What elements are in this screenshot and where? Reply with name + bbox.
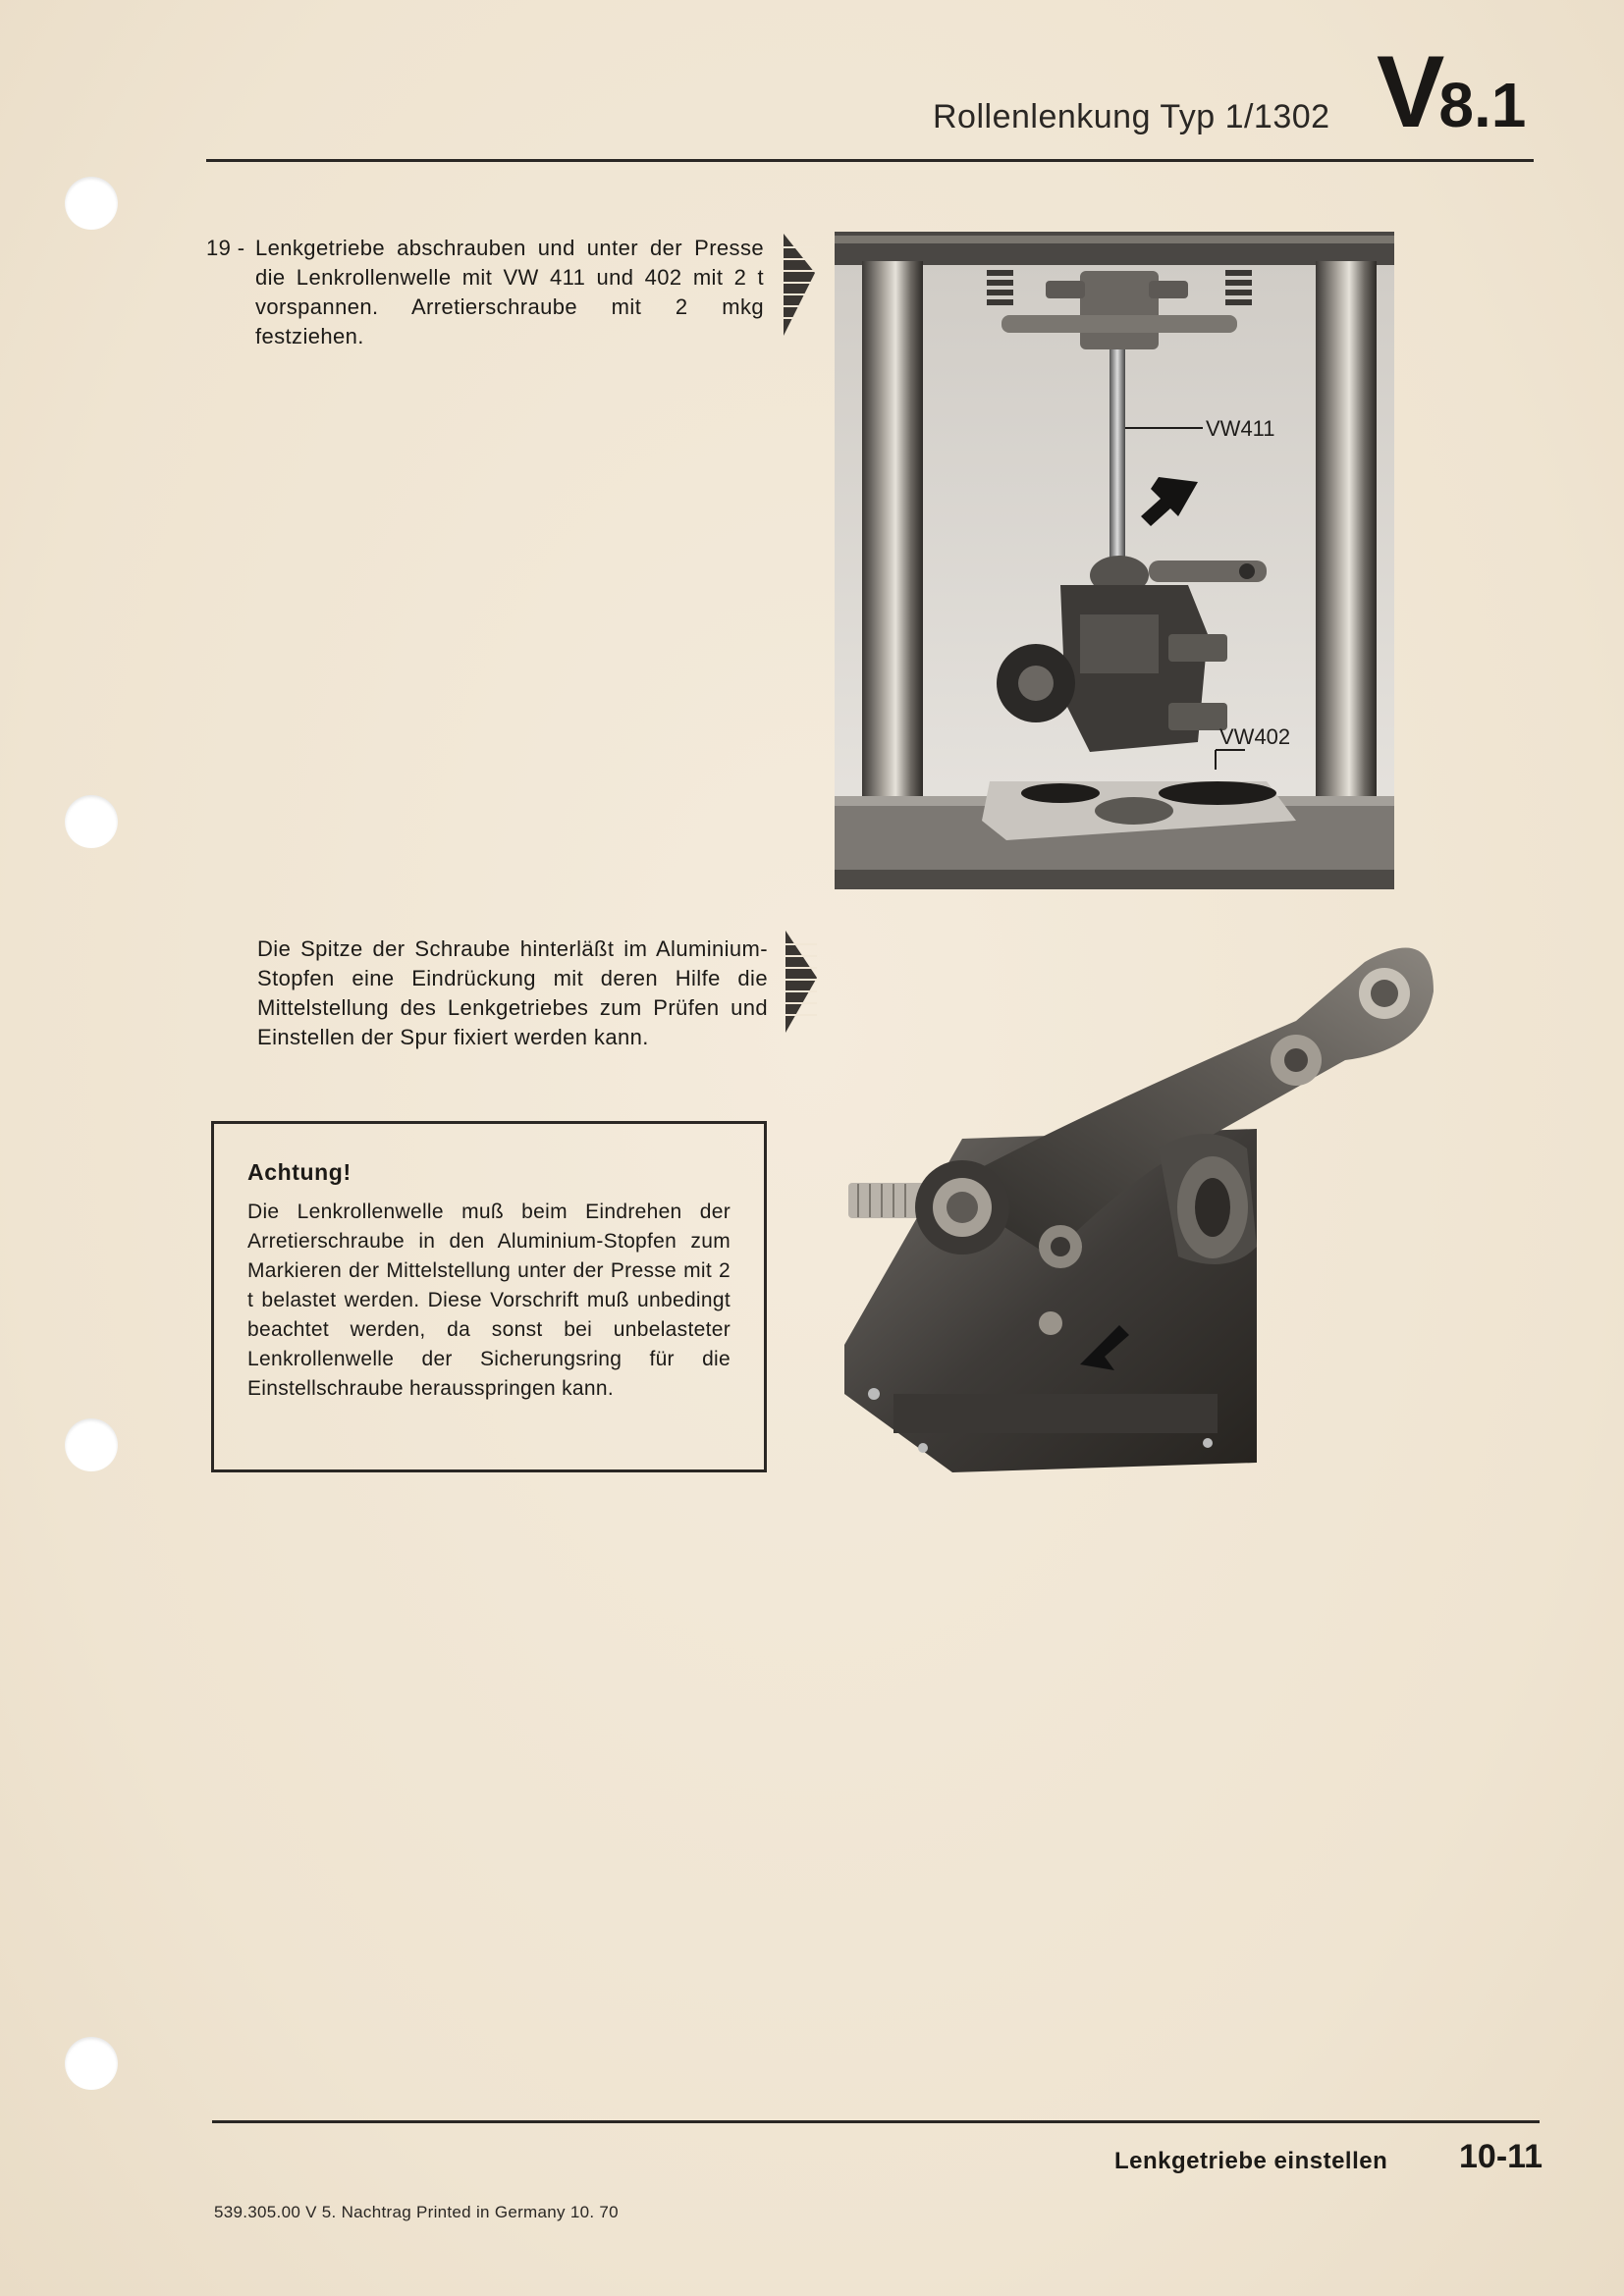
steering-gearbox-photo [835, 933, 1434, 1472]
footer-rule [212, 2120, 1540, 2123]
section-letter: V [1377, 35, 1445, 149]
instruction-paragraph: Die Spitze der Schraube hinterläßt im Aluminium-Stopfen eine Eindrückung mit deren Hilfe die Mittelstellung des Lenkgetriebes zum Prüfen und Einstellen der Spur fixiert werden kann. [257, 936, 768, 1049]
header-rule [206, 159, 1534, 162]
notice-heading: Achtung! [247, 1159, 352, 1185]
punch-hole [65, 1418, 118, 1471]
step-text: Lenkgetriebe abschrauben und unter der Presse die Lenkrollenwelle mit VW 411 und 402 mit 2 t vorspannen. Arretierschraube mit 2 mkg festziehen. [255, 236, 764, 348]
punch-hole [65, 795, 118, 848]
press-photo [835, 232, 1394, 889]
figure-pointer-arrow-icon [784, 234, 815, 342]
page-number: 10-11 [1459, 2138, 1543, 2175]
notice-body: Die Lenkrollenwelle muß beim Eindrehen der Arretierschraube in den Aluminium-Stopfen zum Markieren der Mittelstellung unter der Presse mit 2 t belastet werden. Diese Vorschrift muß unbedingt beachtet werden, da sonst bei unbelasteter Lenkrollenwelle der Sicherungsring für die Einstellschraube herausspringen kann. [247, 1201, 731, 1400]
step-19-instruction [206, 234, 764, 351]
label-vw402: VW402 [1219, 724, 1291, 749]
footer-section-title: Lenkgetriebe einstellen [1114, 2148, 1388, 2174]
punch-hole [65, 2037, 118, 2090]
caution-notice [211, 1121, 767, 1472]
step-number: 19 - [206, 236, 245, 260]
section-code [1377, 35, 1532, 149]
print-info: 539.305.00 V 5. Nachtrag Printed in Germany 10. 70 [214, 2203, 619, 2221]
label-vw411: VW411 [1206, 416, 1275, 441]
page-title: Rollenlenkung Typ 1/1302 [933, 98, 1330, 135]
section-number: 8.1 [1438, 70, 1527, 140]
figure-pointer-arrow-icon [785, 931, 817, 1039]
punch-hole [65, 177, 118, 230]
